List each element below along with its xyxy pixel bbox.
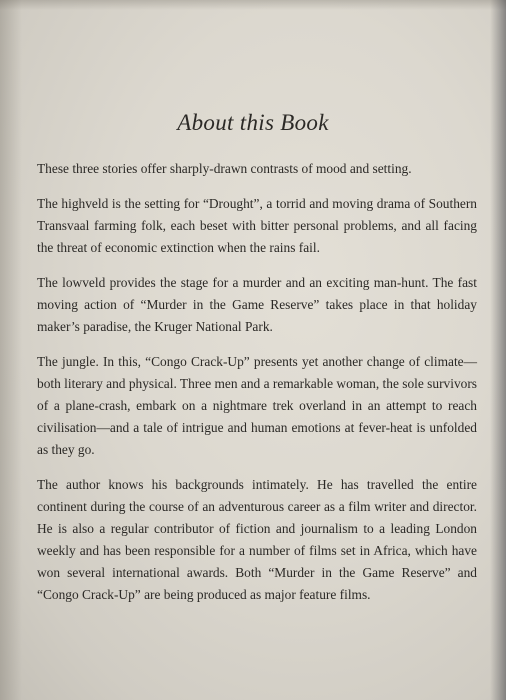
top-edge-shadow <box>0 0 506 10</box>
right-edge-shadow <box>490 0 506 700</box>
paragraph-intro: These three stories offer sharply-drawn contrasts of mood and setting. <box>37 161 412 176</box>
body-text <box>37 158 477 619</box>
paragraph-author: The author knows his backgrounds intimately. He has travelled the entire continent during the course of an adventurous career as a film writer and director. He is also a regular contributor of fiction and journalism to a leading London weekly and has been responsible for a number of films set in Africa, which have won several international awards. Both “Murder in the Game Reserve” and “Congo Crack-Up” are being produced as major feature films. <box>37 477 477 602</box>
page-title: About this Book <box>177 110 329 135</box>
paragraph-drought: The highveld is the setting for “Drought”, a torrid and moving drama of Southern Transvaal farming folk, each beset with bitter personal problems, and all facing the threat of economic extinction when the rains fail. <box>37 196 477 255</box>
paragraph-congo: The jungle. In this, “Congo Crack-Up” presents yet another change of climate—both literary and physical. Three men and a remarkable woman, the sole survivors of a plane-crash, embark on a nightmare trek overland in an attempt to reach civilisation—and a tale of intrigue and human emotions at fever-heat is unfolded as they go. <box>37 354 478 457</box>
spine-shadow <box>0 0 22 700</box>
paragraph-game-reserve: The lowveld provides the stage for a murder and an exciting man-hunt. The fast moving action of “Murder in the Game Reserve” takes place in that holiday maker’s paradise, the Kruger National Park. <box>37 275 477 334</box>
